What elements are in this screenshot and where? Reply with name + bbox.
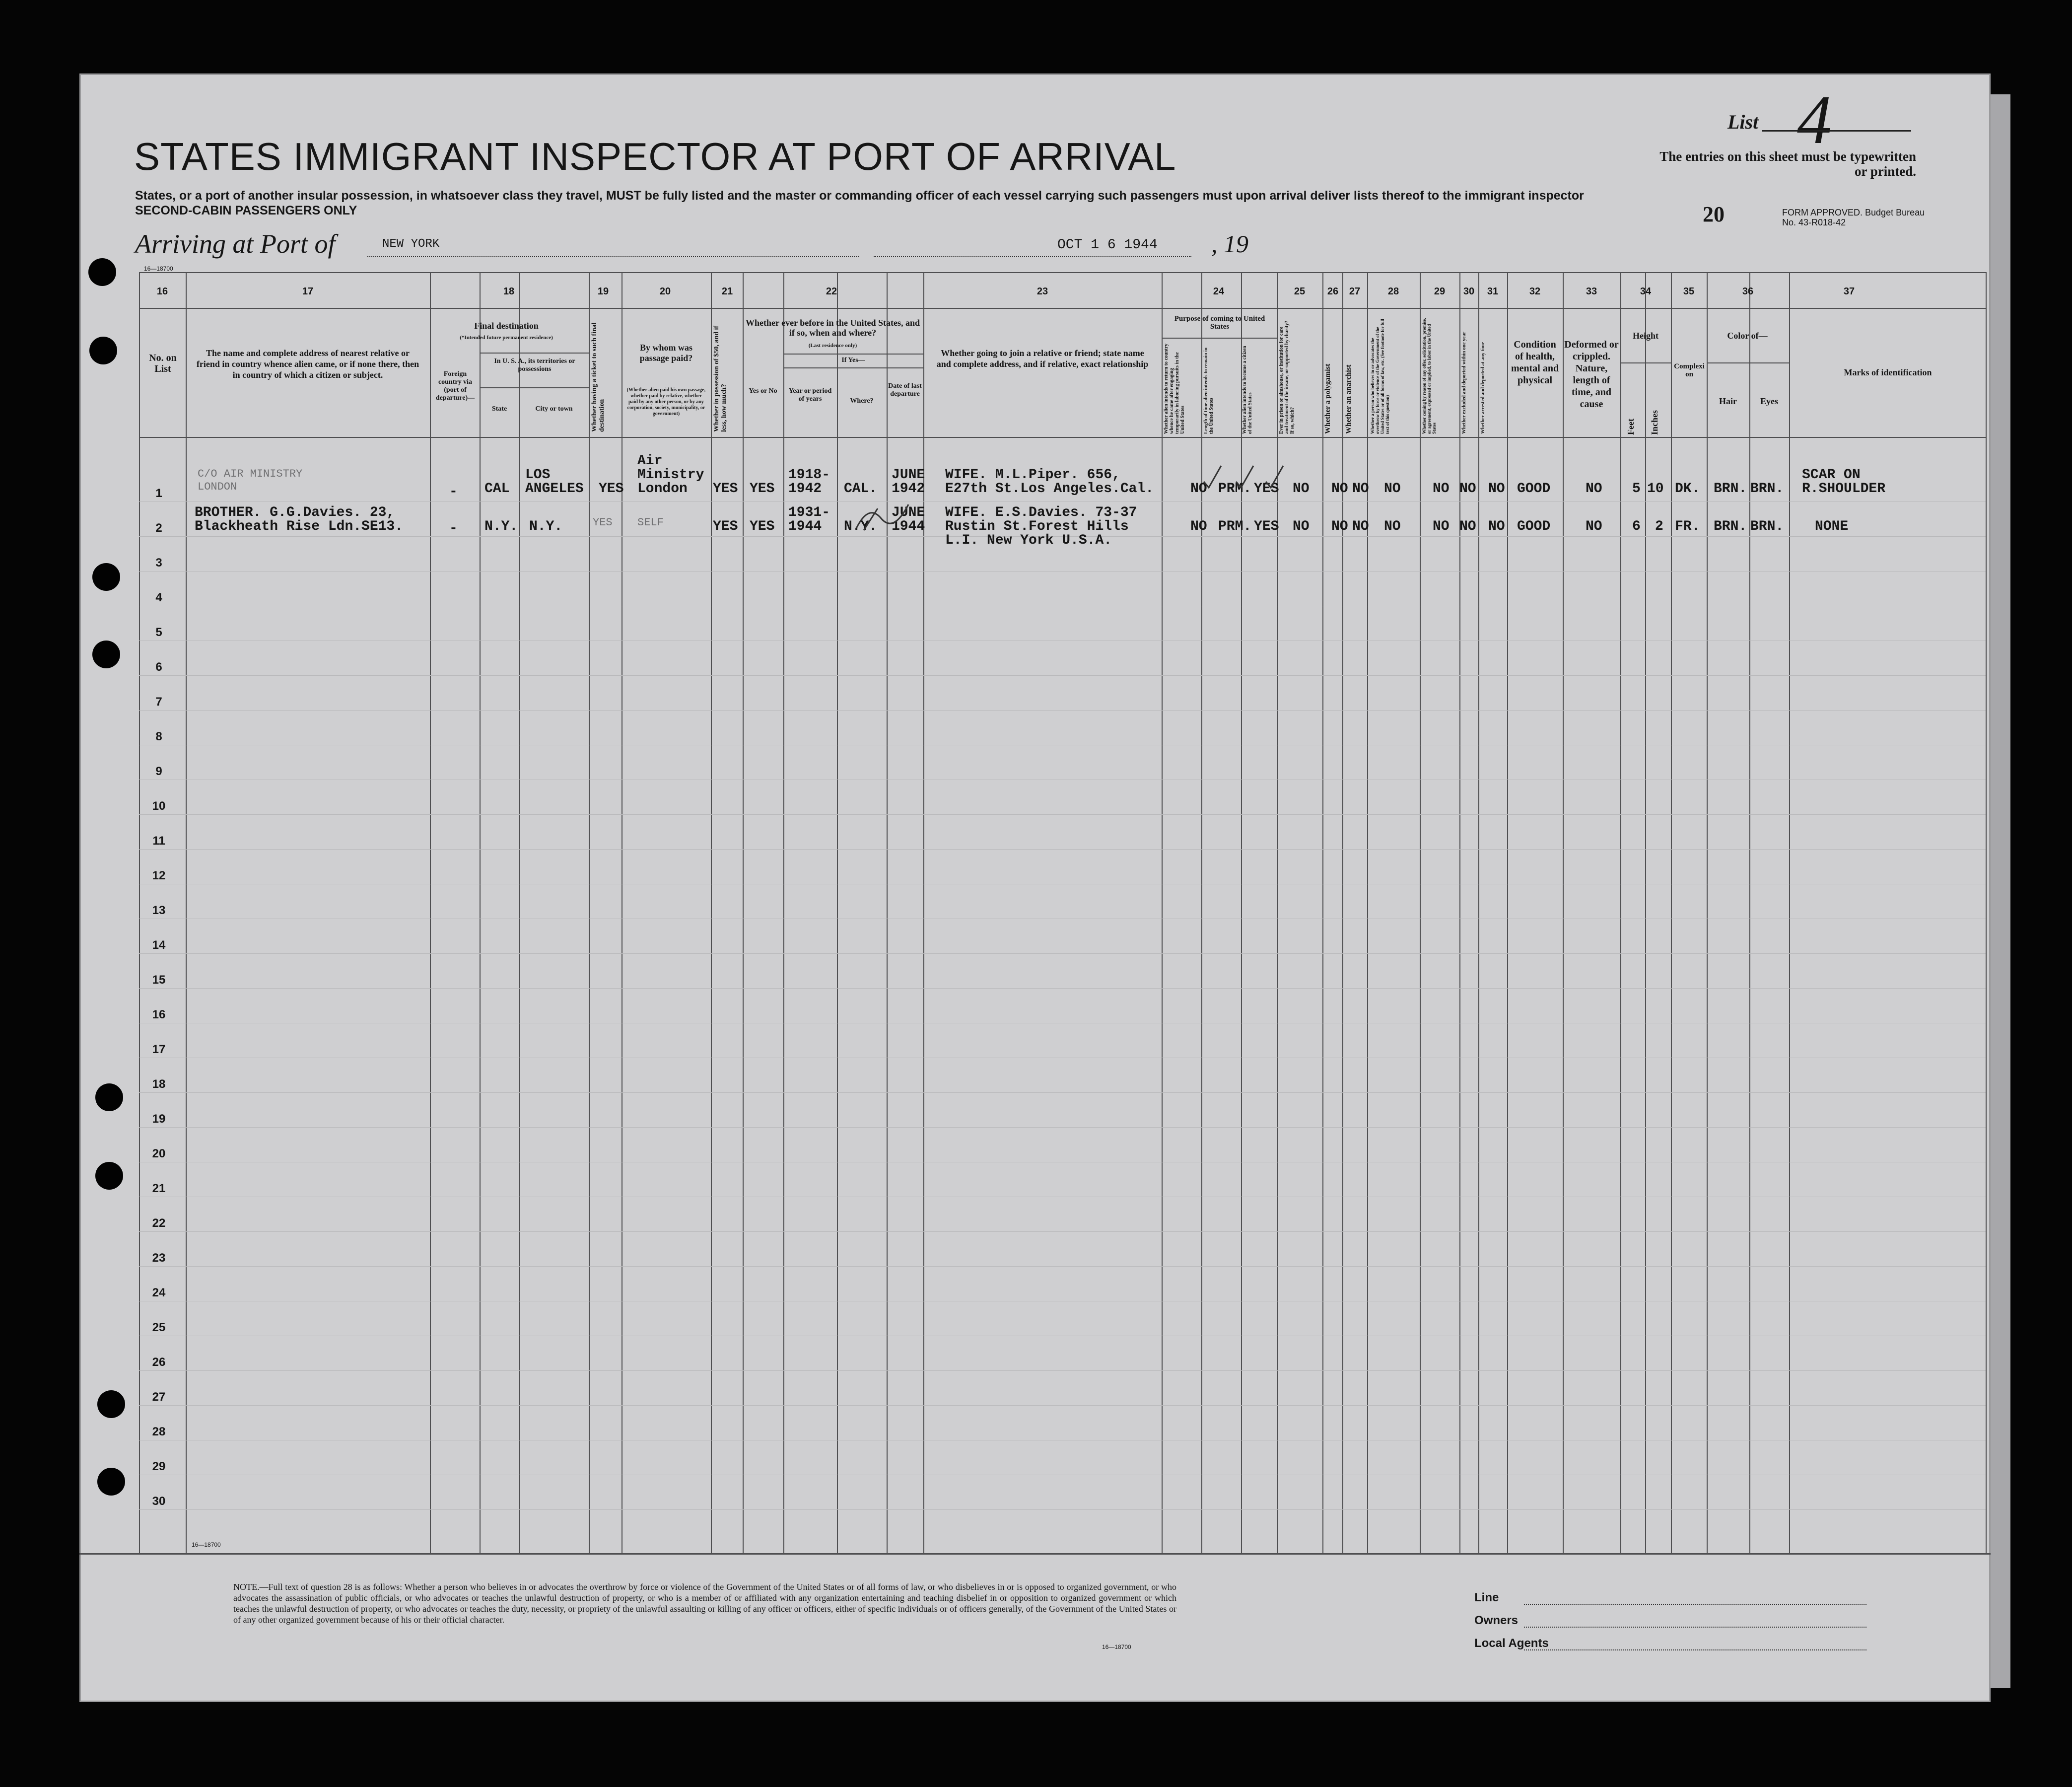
manifest-sheet bbox=[79, 73, 1991, 1702]
row1-relative-line2: LONDON bbox=[198, 481, 237, 493]
row-number: 29 bbox=[152, 1460, 166, 1473]
row1-years-line2: 1942 bbox=[788, 481, 822, 497]
punch-hole bbox=[97, 1468, 125, 1496]
header-subrule bbox=[480, 387, 589, 388]
column-number: 21 bbox=[721, 286, 733, 297]
header-date-departure: Date of last departure bbox=[888, 382, 922, 398]
column-line bbox=[1342, 272, 1343, 1553]
row-number: 17 bbox=[152, 1043, 166, 1056]
row1-before: YES bbox=[750, 481, 775, 497]
row-number: 10 bbox=[152, 799, 166, 813]
row1-polygamist: NO bbox=[1331, 481, 1348, 497]
column-number: 36 bbox=[1742, 286, 1754, 297]
punch-hole bbox=[95, 1083, 123, 1111]
row1-paid-line1: Air bbox=[637, 453, 663, 469]
row1-departure-line2: 1942 bbox=[892, 481, 925, 497]
header-passage-note: (Whether alien paid his own passage, whether paid by relative, whether paid by any other person, or by any corporation, society, municipality, or government) bbox=[626, 387, 706, 417]
row-line bbox=[139, 1092, 1986, 1093]
header-if-yes: If Yes— bbox=[841, 357, 865, 364]
row2-return: NO bbox=[1190, 519, 1207, 534]
row2-joining-line3: L.I. New York U.S.A. bbox=[945, 533, 1112, 548]
column-number: 27 bbox=[1349, 286, 1361, 297]
header-inches: Inches bbox=[1650, 410, 1659, 435]
row1-prison: NO bbox=[1293, 481, 1310, 497]
column-line bbox=[430, 272, 431, 1553]
header-final-destination: Final destination bbox=[474, 321, 539, 331]
row1-money: YES bbox=[713, 481, 738, 497]
row1-marks-line1: SCAR ON bbox=[1802, 467, 1861, 483]
column-number: 28 bbox=[1387, 286, 1399, 297]
row2-marks-line1: NONE bbox=[1815, 519, 1849, 534]
row1-state: CAL bbox=[484, 481, 510, 497]
row-line bbox=[139, 814, 1986, 815]
column-line bbox=[1162, 272, 1163, 1553]
punch-hole bbox=[97, 1390, 125, 1418]
row2-polygamist: NO bbox=[1331, 519, 1348, 534]
row1-anarchist: NO bbox=[1352, 481, 1369, 497]
column-line bbox=[186, 272, 187, 1553]
row2-overthrow: NO bbox=[1384, 519, 1401, 534]
subtitle: States, or a port of another insular possession, in whatsoever class they travel, MUST be fully listed and the master or commanding officer of each vessel carrying such passengers must upon arrival deliver lists thereof to the immigrant inspector bbox=[135, 189, 1584, 203]
class-label: SECOND-CABIN PASSENGERS ONLY bbox=[135, 204, 357, 217]
local-agents-label: Local Agents bbox=[1474, 1637, 1549, 1650]
row2-complexion: FR. bbox=[1675, 519, 1700, 534]
row2-anarchist: NO bbox=[1352, 519, 1369, 534]
row2-feet: 6 bbox=[1632, 519, 1641, 534]
row1-feet: 5 bbox=[1632, 481, 1641, 497]
column-line bbox=[837, 272, 838, 1553]
row2-citizen: YES bbox=[1254, 519, 1279, 534]
row1-paid-line3: London bbox=[637, 481, 688, 497]
row-line bbox=[139, 1370, 1986, 1371]
header-marks: Marks of identification bbox=[1844, 367, 1932, 377]
row2-eyes: BRN. bbox=[1750, 519, 1784, 534]
row2-health: GOOD bbox=[1517, 519, 1551, 534]
header-anarchist: Whether an anarchist bbox=[1345, 364, 1353, 434]
header-subrule bbox=[783, 367, 923, 368]
arrival-date: OCT 1 6 1944 bbox=[1057, 237, 1158, 253]
column-line bbox=[1671, 272, 1672, 1553]
row-line bbox=[139, 710, 1986, 711]
column-line bbox=[139, 272, 140, 1553]
row1-foreign: - bbox=[449, 484, 458, 500]
owners-label: Owners bbox=[1474, 1614, 1519, 1627]
row1-health: GOOD bbox=[1517, 481, 1551, 497]
header-subrule bbox=[480, 353, 589, 354]
row1-arrested: NO bbox=[1488, 481, 1505, 497]
column-line bbox=[1986, 272, 1987, 1553]
row2-departure-line1: JUNE bbox=[892, 505, 925, 520]
header-joining: Whether going to join a relative or friend; state name and complete address, and if relative, exact relationship bbox=[936, 348, 1149, 369]
header-hair: Hair bbox=[1719, 396, 1737, 406]
header-subrule bbox=[1707, 362, 1789, 363]
header-deformed: Deformed or crippled. Nature, length of time, and cause bbox=[1564, 339, 1619, 410]
row1-eyes: BRN. bbox=[1750, 481, 1784, 497]
row-number: 16 bbox=[152, 1008, 166, 1021]
column-line bbox=[1749, 272, 1750, 1553]
row2-offer: NO bbox=[1433, 519, 1450, 534]
row-number: 5 bbox=[155, 626, 162, 639]
row-number: 4 bbox=[155, 591, 162, 604]
row-line bbox=[139, 675, 1986, 676]
column-line bbox=[887, 272, 888, 1553]
row2-paid-line1: SELF bbox=[637, 516, 664, 529]
row-number: 24 bbox=[152, 1286, 166, 1299]
column-line bbox=[1367, 272, 1368, 1553]
row-number: 15 bbox=[152, 973, 166, 987]
header-purpose: Purpose of coming to United States bbox=[1174, 315, 1265, 331]
header-year-period: Year or period of years bbox=[788, 387, 832, 403]
header-color-of: Color of— bbox=[1727, 331, 1768, 341]
header-purpose-citizen: Whether alien intends to become a citizen of the United States bbox=[1242, 346, 1253, 434]
row2-length: PRM. bbox=[1218, 519, 1252, 534]
row-line bbox=[139, 1127, 1986, 1128]
row-number: 18 bbox=[152, 1077, 166, 1091]
column-line bbox=[1478, 272, 1479, 1553]
column-line bbox=[783, 272, 784, 1553]
header-subrule bbox=[1162, 338, 1277, 339]
row2-money: YES bbox=[713, 519, 738, 534]
local-agents-signature bbox=[1524, 1649, 1866, 1650]
header-before-in-us: Whether ever before in the United States, and if so, when and where? bbox=[746, 318, 920, 338]
row2-arrested: NO bbox=[1488, 519, 1505, 534]
row-number: 12 bbox=[152, 869, 166, 882]
row-number: 8 bbox=[155, 730, 162, 743]
form-code: 16—18700 bbox=[144, 265, 173, 272]
header-condition: Condition of health, mental and physical bbox=[1511, 339, 1559, 386]
row1-citizen: YES bbox=[1254, 481, 1279, 497]
row2-years-line1: 1931- bbox=[788, 505, 830, 520]
footer-form-code: 16—18700 bbox=[192, 1541, 221, 1548]
column-number: 32 bbox=[1529, 286, 1541, 297]
typewritten-instructions: The entries on this sheet must be typewritten or printed. bbox=[1659, 149, 1916, 179]
header-prison: Ever in prison or almshouse, or institution for care and treatment of the insane, or supported by charity? If so, which? bbox=[1279, 320, 1295, 434]
row-number: 9 bbox=[155, 765, 162, 778]
header-no-on-list: No. on List bbox=[149, 353, 177, 374]
header-where: Where? bbox=[850, 397, 874, 405]
row2-state: N.Y. bbox=[484, 519, 518, 534]
header-purpose-return: Whether alien intends to return to country whence he came after engaging temporarily in laboring pursuits in the United States bbox=[1164, 344, 1185, 434]
column-line bbox=[1420, 272, 1421, 1553]
header-yes-no: Yes or No bbox=[749, 387, 777, 395]
row1-excluded: NO bbox=[1459, 481, 1476, 497]
year-prefix: , 19 bbox=[1211, 230, 1248, 258]
arriving-label: Arriving at Port of bbox=[135, 229, 336, 259]
header-feet: Feet bbox=[1626, 419, 1636, 435]
column-number: 30 bbox=[1463, 286, 1475, 297]
row-number: 23 bbox=[152, 1251, 166, 1265]
column-number: 37 bbox=[1843, 286, 1855, 297]
column-line bbox=[711, 272, 712, 1553]
column-number: 23 bbox=[1036, 286, 1048, 297]
list-line bbox=[1762, 130, 1911, 132]
row-number: 2 bbox=[155, 521, 162, 535]
row-line bbox=[139, 988, 1986, 989]
row2-years-line2: 1944 bbox=[788, 519, 822, 534]
punch-hole bbox=[95, 1162, 123, 1190]
column-number: 24 bbox=[1213, 286, 1225, 297]
row1-ticket: YES bbox=[599, 481, 624, 497]
footnote-question-28: NOTE.—Full text of question 28 is as follows: Whether a person who believes in or advocates the overthrow by force or violence of the Government of the United States or of all forms of law, or who disbelieves in or is opposed to organized government, or who advocates the assassination of public officials, or who advocates or teaches the unlawful destruction of property, or who is a member of or affiliated with any organization entertaining and teaching disbelief in or opposition to organized government or which teaches the unlawful destruction of property, or who advocates or teaches the duty, necessity, or propriety of the unlawful assaulting or killing of any officer or officers, either of specific individuals or of officers generally, of the Government of the United States or of any other organized government because of his or their official character. bbox=[233, 1582, 1176, 1625]
date-line bbox=[874, 256, 1191, 257]
column-number-rule bbox=[139, 308, 1986, 309]
row-number: 27 bbox=[152, 1390, 166, 1404]
header-last-residence: (Last residence only) bbox=[808, 343, 857, 349]
row-line bbox=[139, 1231, 1986, 1232]
header-overthrow: Whether a person who believes in or advocates the overthrow by force or violence of the Government of the United States or of all forms of law, etc. (See footnote for full text of this question) bbox=[1370, 319, 1390, 434]
header-complexion: Complexion bbox=[1674, 362, 1705, 378]
header-relative-address: The name and complete address of nearest relative or friend in country whence alien came, or if none there, then in country of which a citizen or subject. bbox=[196, 348, 419, 380]
row1-deformed: NO bbox=[1586, 481, 1602, 497]
row1-years-line1: 1918- bbox=[788, 467, 830, 483]
column-line bbox=[1620, 272, 1621, 1553]
line-label: Line bbox=[1474, 1591, 1499, 1604]
row1-paid-line2: Ministry bbox=[637, 467, 704, 483]
row1-departure-line1: JUNE bbox=[892, 467, 925, 483]
row-line bbox=[139, 1266, 1986, 1267]
column-number: 16 bbox=[156, 286, 168, 297]
header-bottom-rule bbox=[139, 437, 1986, 438]
column-number: 31 bbox=[1487, 286, 1499, 297]
row2-joining-line1: WIFE. E.S.Davies. 73-37 bbox=[945, 505, 1137, 520]
header-passage-paid: By whom was passage paid? bbox=[639, 343, 693, 363]
header-in-usa: In U. S. A., its territories or possessions bbox=[494, 357, 575, 373]
row-number: 1 bbox=[155, 487, 162, 500]
row-number: 19 bbox=[152, 1112, 166, 1126]
column-line bbox=[743, 272, 744, 1553]
row2-excluded: NO bbox=[1459, 519, 1476, 534]
row-line bbox=[139, 1509, 1986, 1510]
row-number: 30 bbox=[152, 1495, 166, 1508]
row1-city-line1: LOS bbox=[525, 467, 551, 483]
row2-ticket: YES bbox=[593, 516, 613, 529]
row1-length: PRM. bbox=[1218, 481, 1252, 497]
row-line bbox=[139, 1405, 1986, 1406]
column-number: 26 bbox=[1327, 286, 1339, 297]
row-number: 7 bbox=[155, 695, 162, 709]
row1-where: CAL. bbox=[844, 481, 878, 497]
page-title: STATES IMMIGRANT INSPECTOR AT PORT OF ARRIVAL bbox=[134, 135, 1176, 178]
row-number: 13 bbox=[152, 904, 166, 917]
row-number: 22 bbox=[152, 1216, 166, 1230]
row-number: 6 bbox=[155, 660, 162, 674]
check-marks bbox=[1201, 462, 1286, 492]
row2-hair: BRN. bbox=[1714, 519, 1747, 534]
header-possession-50: Whether in possession of $50, and if less, how much? bbox=[713, 325, 728, 432]
column-line bbox=[480, 272, 481, 1553]
row-number: 20 bbox=[152, 1147, 166, 1160]
row1-relative-line1: C/O AIR MINISTRY bbox=[198, 468, 303, 480]
punch-hole bbox=[89, 337, 117, 364]
punch-hole bbox=[92, 563, 120, 591]
column-number: 25 bbox=[1294, 286, 1306, 297]
row2-relative-line1: BROTHER. G.G.Davies. 23, bbox=[195, 505, 395, 520]
header-arrested: Whether arrested and deported at any time bbox=[1480, 342, 1486, 434]
row1-joining-line2: E27th St.Los Angeles.Cal. bbox=[945, 481, 1154, 497]
row2-joining-line2: Rustin St.Forest Hills bbox=[945, 519, 1129, 534]
header-eyes: Eyes bbox=[1760, 396, 1778, 406]
punch-hole bbox=[92, 641, 120, 668]
column-number: 17 bbox=[302, 286, 314, 297]
page-number: 20 bbox=[1703, 202, 1725, 226]
owners-signature bbox=[1524, 1627, 1866, 1628]
column-line bbox=[1789, 272, 1790, 1553]
row2-departure-line2: 1944 bbox=[892, 519, 925, 534]
column-number: 35 bbox=[1683, 286, 1695, 297]
row1-offer: NO bbox=[1433, 481, 1450, 497]
header-ticket: Whether having a ticket to such final destination bbox=[591, 322, 606, 432]
header-excluded: Whether excluded and deported within one year bbox=[1461, 332, 1467, 434]
list-number: 4 bbox=[1797, 81, 1832, 158]
row-number: 14 bbox=[152, 938, 166, 952]
table-top-rule bbox=[139, 272, 1986, 273]
header-state: State bbox=[491, 405, 507, 413]
footnote-form-code: 16—18700 bbox=[1102, 1644, 1131, 1650]
row2-relative-line2: Blackheath Rise Ldn.SE13. bbox=[195, 519, 404, 534]
column-number: 29 bbox=[1434, 286, 1446, 297]
row2-deformed: NO bbox=[1586, 519, 1602, 534]
column-number: 33 bbox=[1586, 286, 1597, 297]
column-line bbox=[1459, 272, 1460, 1553]
column-line bbox=[1563, 272, 1564, 1553]
column-number: 22 bbox=[826, 286, 837, 297]
row-number: 28 bbox=[152, 1425, 166, 1438]
port-line bbox=[367, 256, 859, 257]
row1-inches: 10 bbox=[1647, 481, 1664, 497]
row2-before: YES bbox=[750, 519, 775, 534]
row-number: 25 bbox=[152, 1321, 166, 1334]
row-number: 21 bbox=[152, 1182, 166, 1195]
line-signature bbox=[1524, 1604, 1866, 1605]
row-line bbox=[139, 501, 1986, 502]
header-purpose-length: Length of time alien intends to remain in the United States bbox=[1203, 348, 1214, 434]
row1-return: NO bbox=[1190, 481, 1207, 497]
header-subrule bbox=[783, 354, 923, 355]
table-bottom-rule bbox=[79, 1553, 1991, 1555]
row1-city-line2: ANGELES bbox=[525, 481, 584, 497]
row2-prison: NO bbox=[1293, 519, 1310, 534]
list-label: List bbox=[1727, 111, 1759, 133]
row-line bbox=[139, 571, 1986, 572]
form-approved: FORM APPROVED. Budget Bureau No. 43-R018-42 bbox=[1782, 208, 1925, 227]
column-line bbox=[1645, 272, 1646, 1553]
row-number: 3 bbox=[155, 556, 162, 570]
handwritten-scribble bbox=[854, 499, 913, 533]
header-height: Height bbox=[1633, 331, 1658, 341]
column-line bbox=[1707, 272, 1708, 1553]
header-foreign-country: Foreign country via (port of departure)— bbox=[435, 370, 475, 402]
row1-overthrow: NO bbox=[1384, 481, 1401, 497]
header-subrule bbox=[1620, 362, 1671, 363]
row-line bbox=[139, 849, 1986, 850]
column-line bbox=[1322, 272, 1323, 1553]
row2-inches: 2 bbox=[1655, 519, 1663, 534]
row1-joining-line1: WIFE. M.L.Piper. 656, bbox=[945, 467, 1120, 483]
column-number: 18 bbox=[503, 286, 515, 297]
column-line bbox=[519, 272, 520, 1553]
header-city: City or town bbox=[535, 405, 573, 413]
row2-city-line1: N.Y. bbox=[529, 519, 563, 534]
column-line bbox=[589, 272, 590, 1553]
column-number: 34 bbox=[1640, 286, 1652, 297]
header-coming-by-reason: Whether coming by reason of any offer, solicitation, promise, or agreement, expressed or implied, to labor in the United States bbox=[1422, 318, 1437, 434]
column-number: 19 bbox=[597, 286, 609, 297]
row-number: 11 bbox=[152, 834, 165, 848]
column-number: 20 bbox=[659, 286, 671, 297]
punch-hole bbox=[88, 258, 116, 286]
header-final-destination-note: (*Intended future permanent residence) bbox=[460, 335, 553, 341]
row2-where: N.Y. bbox=[844, 519, 878, 534]
row-line bbox=[139, 953, 1986, 954]
row2-foreign: - bbox=[449, 521, 458, 536]
arrival-port: NEW YORK bbox=[382, 237, 440, 251]
row1-complexion: DK. bbox=[1675, 481, 1700, 497]
row-number: 26 bbox=[152, 1356, 166, 1369]
column-line bbox=[1507, 272, 1508, 1553]
column-line bbox=[923, 272, 924, 1553]
header-polygamist: Whether a polygamist bbox=[1324, 363, 1332, 434]
row1-hair: BRN. bbox=[1714, 481, 1747, 497]
row1-marks-line2: R.SHOULDER bbox=[1802, 481, 1886, 497]
